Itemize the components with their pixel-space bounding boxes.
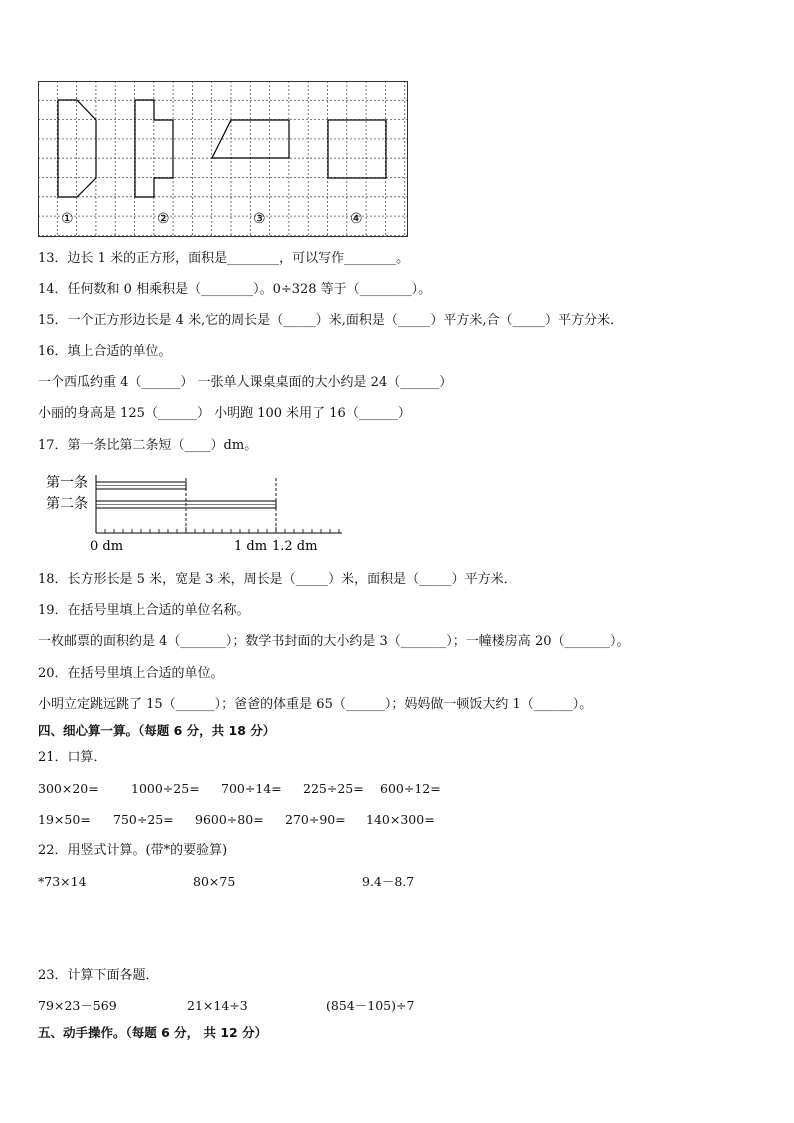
question-20-line: 小明立定跳远跳了 15（______）；爸爸的体重是 65（______）；妈妈做一顿饭大约 1（______）。	[38, 697, 593, 712]
q21-item: 225÷25=	[303, 781, 364, 796]
section-4-heading: 四、细心算一算。（每题 6 分，共 18 分）	[38, 723, 276, 738]
q21-item: 1000÷25=	[131, 781, 200, 796]
question-16-line-1: 一个西瓜约重 4（______） 一张单人课桌桌面的大小约是 24（______）	[38, 375, 453, 390]
q23-item: 21×14÷3	[187, 998, 248, 1013]
q21-item: 270÷90=	[285, 812, 346, 827]
bar-label-2: 第二条	[46, 496, 88, 512]
tick-label-1dm: 1 dm	[234, 539, 268, 554]
shape-1	[58, 100, 96, 197]
question-15: 15．一个正方形边长是 4 米,它的周长是（_____）米,面积是（_____）平方米,合（_____）平方分米．	[38, 313, 623, 328]
question-17: 17．第一条比第二条短（____）dm。	[38, 438, 258, 453]
shape-label-4: ④	[350, 211, 363, 227]
question-20: 20．在括号里填上合适的单位。	[38, 666, 224, 681]
q21-item: 19×50=	[38, 812, 91, 827]
shape-2	[135, 100, 173, 197]
question-16: 16．填上合适的单位。	[38, 344, 172, 359]
q22-item: 9.4－8.7	[362, 874, 415, 889]
shape-grid-figure	[38, 81, 410, 239]
question-13: 13．边长 1 米的正方形，面积是________，可以写作________。	[38, 251, 410, 266]
question-19: 19．在括号里填上合适的单位名称。	[38, 603, 250, 618]
question-21: 21．口算．	[38, 750, 107, 765]
question-22: 22．用竖式计算。(带*的要验算)	[38, 843, 228, 858]
q23-item: 79×23－569	[38, 998, 117, 1013]
q21-item: 700÷14=	[221, 781, 282, 796]
q21-item: 300×20=	[38, 781, 99, 796]
q22-item: 80×75	[193, 874, 236, 889]
q21-item: 140×300=	[366, 812, 435, 827]
shape-label-3: ③	[253, 211, 266, 227]
bar-label-1: 第一条	[46, 475, 88, 491]
question-14: 14．任何数和 0 相乘积是（________）。0÷328 等于（________）。	[38, 282, 432, 297]
tick-label-1-2dm: 1.2 dm	[272, 539, 318, 554]
question-16-line-2: 小丽的身高是 125（______） 小明跑 100 米用了 16（______）	[38, 406, 411, 421]
ruler-bar-figure	[44, 470, 354, 556]
tick-label-0dm: 0 dm	[90, 539, 124, 554]
shape-label-1: ①	[61, 211, 74, 227]
question-18: 18．长方形长是 5 米，宽是 3 米，周长是（_____）米，面积是（_____）平方米．	[38, 572, 517, 587]
shape-4	[328, 120, 386, 178]
shape-label-2: ②	[157, 211, 170, 227]
question-23: 23．计算下面各题．	[38, 968, 159, 983]
q22-item: *73×14	[38, 874, 87, 889]
q21-item: 9600÷80=	[195, 812, 264, 827]
question-19-line: 一枚邮票的面积约是 4（_______）；数学书封面的大小约是 3（_______）；一幢楼房高 20（_______）。	[38, 634, 630, 649]
q21-item: 750÷25=	[113, 812, 174, 827]
q21-item: 600÷12=	[380, 781, 441, 796]
section-5-heading: 五、动手操作。（每题 6 分， 共 12 分）	[38, 1025, 268, 1040]
q23-item: (854－105)÷7	[326, 998, 415, 1013]
